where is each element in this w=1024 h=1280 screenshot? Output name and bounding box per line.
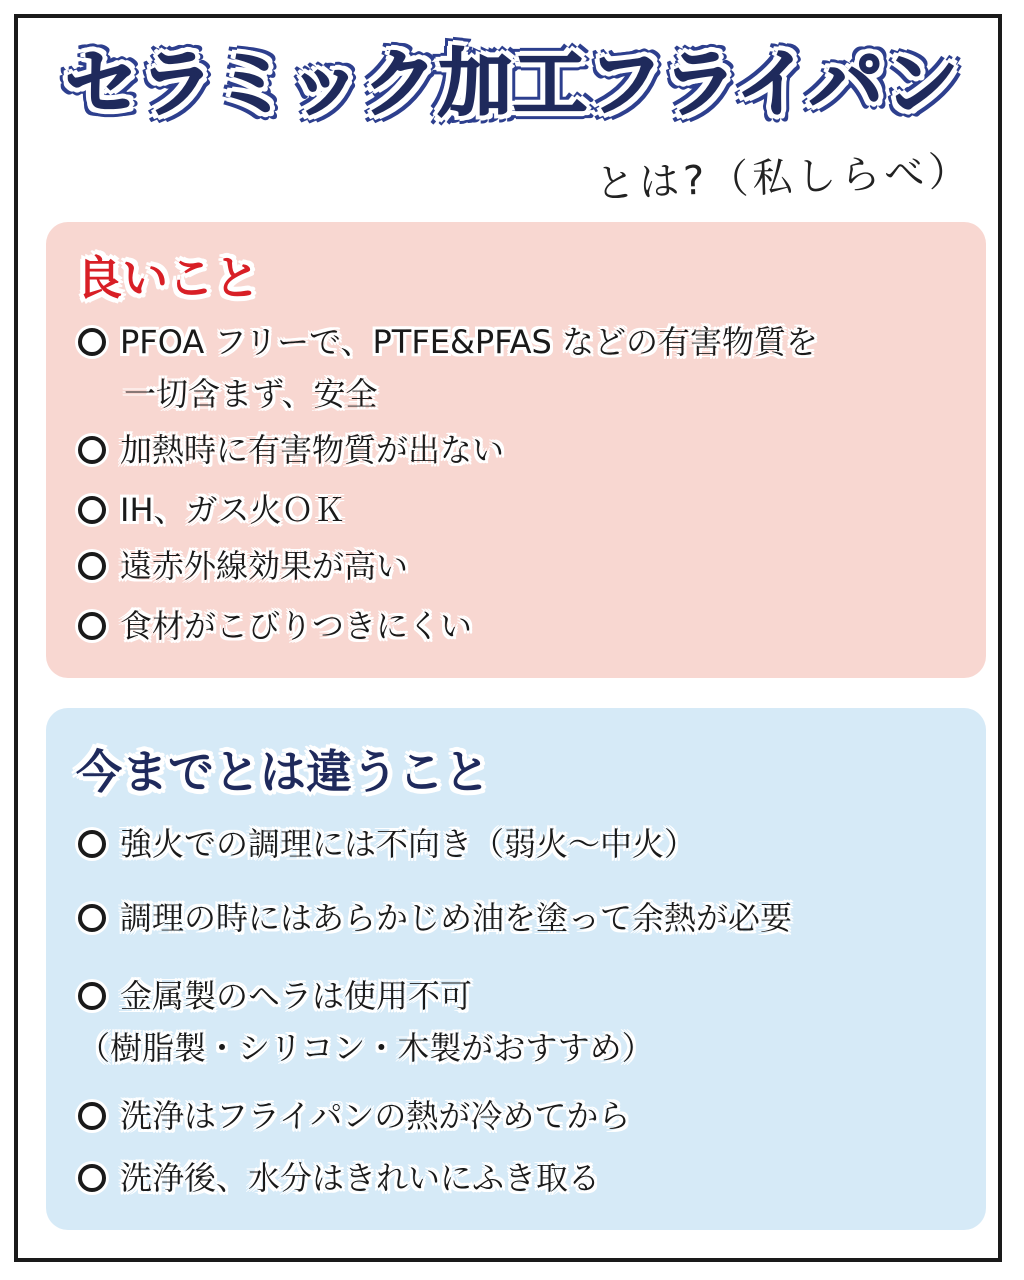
difference-item [78,1090,978,1142]
page-title: セラミック加工フライパン [64,41,960,127]
good-points-heading: 良いこと [76,251,260,305]
circle-bullet-icon [78,982,106,1010]
difference-text: 金属製のヘラは使用不可 [120,977,473,1015]
good-point-text: 食材がこびりつきにくい [120,607,473,645]
good-points-panel [46,222,986,678]
difference-item [78,970,978,1074]
difference-text: 洗浄はフライパンの熱が冷めてから [120,1097,631,1135]
good-point-text: 加熱時に有害物質が出ない [120,431,505,469]
good-point-item [78,424,978,476]
good-point-text: IH、ガス火ＯＫ [120,491,346,529]
circle-bullet-icon [78,1164,106,1192]
circle-bullet-icon [78,496,106,524]
difference-text: 調理の時にはあらかじめ油を塗って余熱が必要 [120,899,793,937]
difference-text: 強火での調理には不向き（弱火〜中火） [120,825,697,863]
good-point-item [78,484,978,536]
difference-text: 洗浄後、水分はきれいにふき取る [120,1159,601,1197]
good-point-text: PFOA フリーで、PTFE&PFAS などの有害物質を [120,323,819,361]
circle-bullet-icon [78,904,106,932]
good-point-item [78,316,978,420]
circle-bullet-icon [78,436,106,464]
circle-bullet-icon [78,552,106,580]
circle-bullet-icon [78,1102,106,1130]
page-subtitle: とは?（私しらべ） [594,148,973,208]
circle-bullet-icon [78,830,106,858]
circle-bullet-icon [78,612,106,640]
difference-item [78,1152,978,1204]
difference-item [78,892,978,944]
differences-heading: 今までとは違うこと [76,745,490,799]
good-point-text-continued: 一切含まず、安全 [124,375,378,413]
circle-bullet-icon [78,328,106,356]
good-point-text: 遠赤外線効果が高い [120,547,409,585]
difference-item [78,818,978,870]
differences-panel [46,708,986,1230]
good-point-item [78,540,978,592]
difference-text-continued: （樹脂製・シリコン・木製がおすすめ） [78,1029,654,1067]
good-point-item [78,600,978,652]
